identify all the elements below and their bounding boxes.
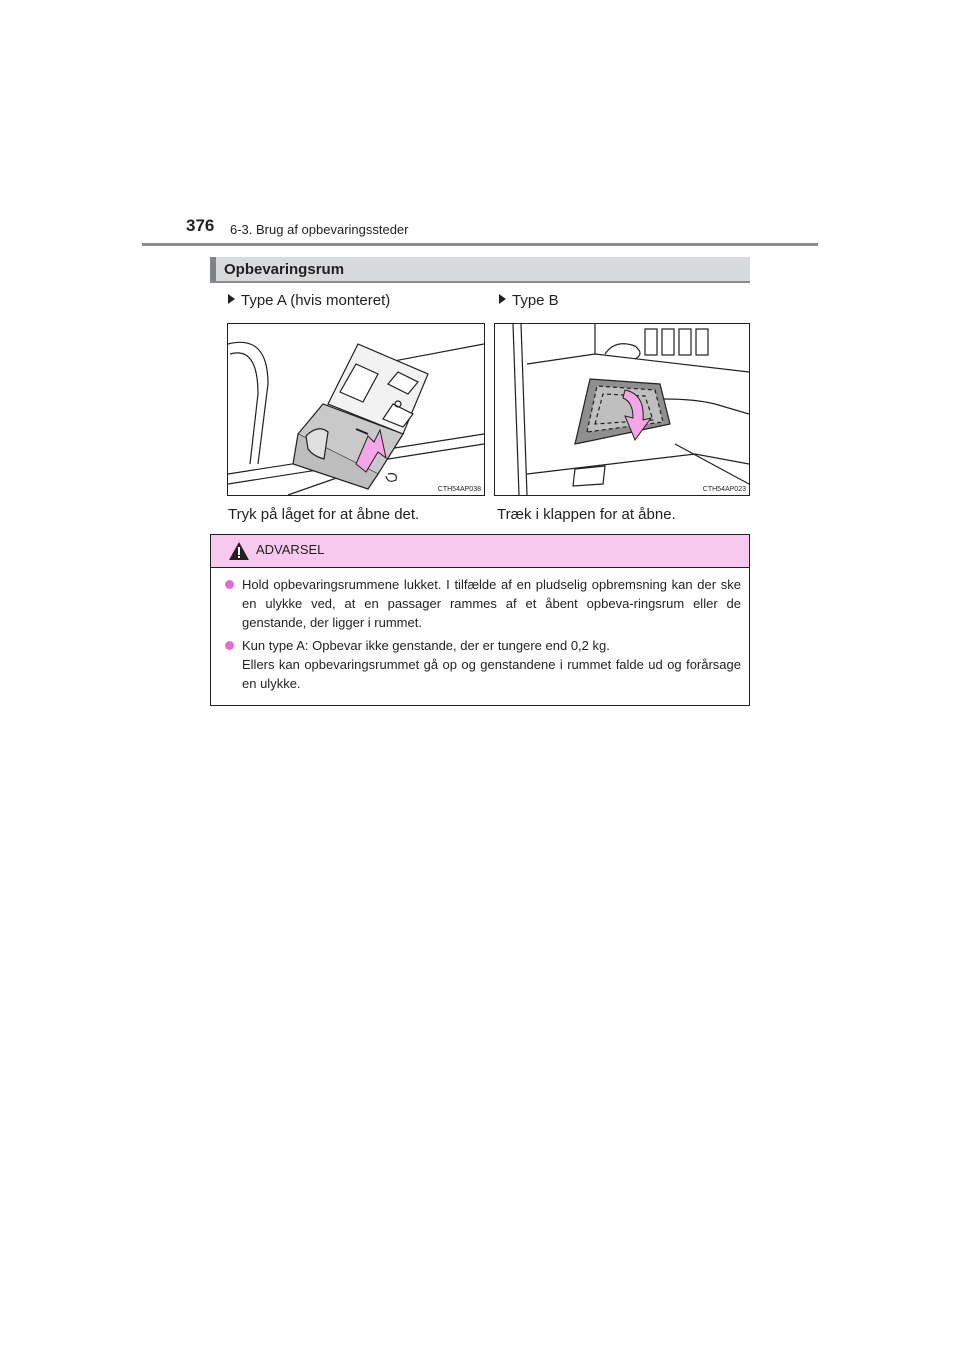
figure-code: CTH54AP038 [437, 486, 481, 493]
type-a-label-text: Type A (hvis monteret) [241, 292, 391, 309]
warning-title: ADVARSEL [256, 542, 325, 557]
warning-triangle-icon [228, 541, 250, 561]
caption-type-a: Tryk på låget for at åbne det. [228, 506, 420, 523]
header-rule [142, 243, 818, 246]
triangle-bullet-icon [499, 294, 506, 304]
warning-header [211, 535, 749, 568]
caption-type-b: Træk i klappen for at åbne. [497, 506, 676, 523]
figure-type-b [494, 323, 750, 496]
section-bar-title: Opbevaringsrum [224, 261, 345, 278]
type-b-label [499, 292, 559, 309]
warning-item-text: Ellers kan opbevaringsrummet gå op og genstandene i rummet falde ud og forårsage en ulykke. [242, 657, 741, 691]
figure-type-a [227, 323, 485, 496]
triangle-bullet-icon [228, 294, 235, 304]
warning-item [211, 636, 749, 693]
bullet-dot-icon [225, 641, 234, 650]
warning-item-text: Kun type A: Opbevar ikke genstande, der er tungere end 0,2 kg. [242, 638, 610, 653]
figure-code: CTH54AP023 [702, 486, 746, 493]
type-b-label-text: Type B [512, 292, 559, 309]
overhead-console-illustration [228, 324, 484, 495]
section-bar-accent [210, 257, 216, 281]
section-bar [210, 257, 750, 283]
warning-box [210, 534, 750, 706]
warning-item-text: Hold opbevaringsrummene lukket. I tilfælde af en pludselig opbremsning kan der ske en ulykke ved, at en passager rammes af et åbent opbeva-ringsrum eller de genstande, der ligger i rummet. [242, 577, 741, 630]
warning-list [211, 575, 749, 697]
bullet-dot-icon [225, 580, 234, 589]
warning-item [211, 575, 749, 632]
section-title: 6-3. Brug af opbevaringssteder [230, 222, 409, 237]
type-a-label [228, 292, 390, 309]
page-number: 376 [186, 216, 215, 235]
lower-panel-illustration [495, 324, 749, 495]
